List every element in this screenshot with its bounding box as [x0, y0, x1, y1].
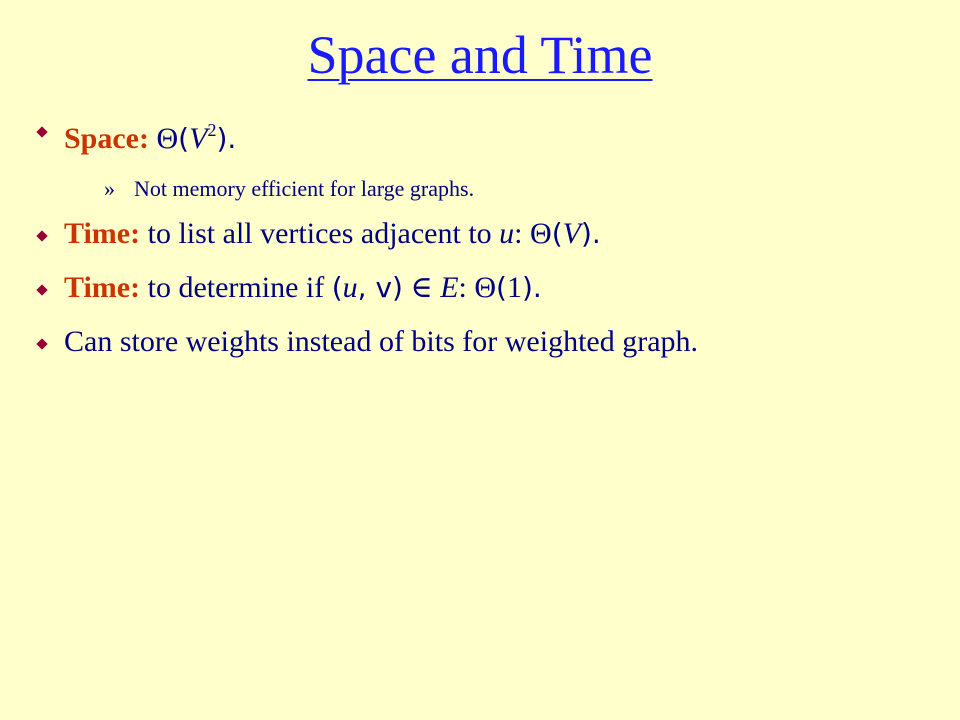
- var-v: V: [189, 122, 208, 155]
- diamond-bullet-icon: [36, 126, 47, 137]
- open-paren: (: [331, 271, 343, 304]
- one: 1: [506, 271, 522, 304]
- bullet-text: [64, 212, 601, 256]
- theta-symbol: Θ: [156, 122, 179, 155]
- sub-bullet-marker: »: [104, 176, 115, 201]
- bullet-time-edge: [28, 266, 928, 320]
- open-paren: (: [551, 217, 563, 250]
- diamond-bullet-icon: [36, 338, 47, 349]
- slide-title: Space and Time: [307, 25, 653, 85]
- open-paren: (: [496, 271, 507, 304]
- exponent: 2: [207, 120, 217, 140]
- colon: :: [458, 271, 475, 304]
- bullet-label: Time:: [64, 271, 141, 304]
- comma: ,: [357, 271, 376, 304]
- var-u: u: [499, 217, 515, 250]
- close-paren: ).: [216, 122, 237, 155]
- bullet-time-list: [28, 212, 928, 266]
- bullet-label: Time:: [64, 217, 141, 250]
- bullet-weights: [28, 320, 928, 374]
- var-u: u: [342, 271, 358, 304]
- bullet-text: [64, 266, 542, 310]
- close-paren: ).: [580, 217, 601, 250]
- bullet-space: [28, 108, 928, 162]
- sub-bullet-memory: [28, 162, 928, 212]
- var-e: E: [440, 271, 459, 304]
- bullet-text: Can store weights instead of bits for weighted graph.: [64, 325, 699, 358]
- sub-bullet-text: Not memory efficient for large graphs.: [134, 176, 475, 201]
- diamond-bullet-icon: [36, 230, 47, 241]
- colon: :: [514, 217, 531, 250]
- theta-symbol: Θ: [474, 271, 497, 304]
- open-paren: (: [178, 122, 190, 155]
- bullet-label: Space:: [64, 122, 149, 155]
- bullet-body: to determine if: [140, 271, 332, 304]
- theta-symbol: Θ: [530, 217, 552, 250]
- var-v: V: [562, 217, 581, 250]
- close-paren: ).: [521, 271, 542, 304]
- diamond-bullet-icon: [36, 284, 47, 295]
- var-v: v: [375, 271, 393, 304]
- element-of-symbol: ∈: [402, 271, 441, 304]
- bullet-text: [64, 108, 236, 161]
- bullet-body: to list all vertices adjacent to: [140, 217, 500, 250]
- close-paren: ): [392, 271, 403, 304]
- bullet-list: [28, 108, 928, 374]
